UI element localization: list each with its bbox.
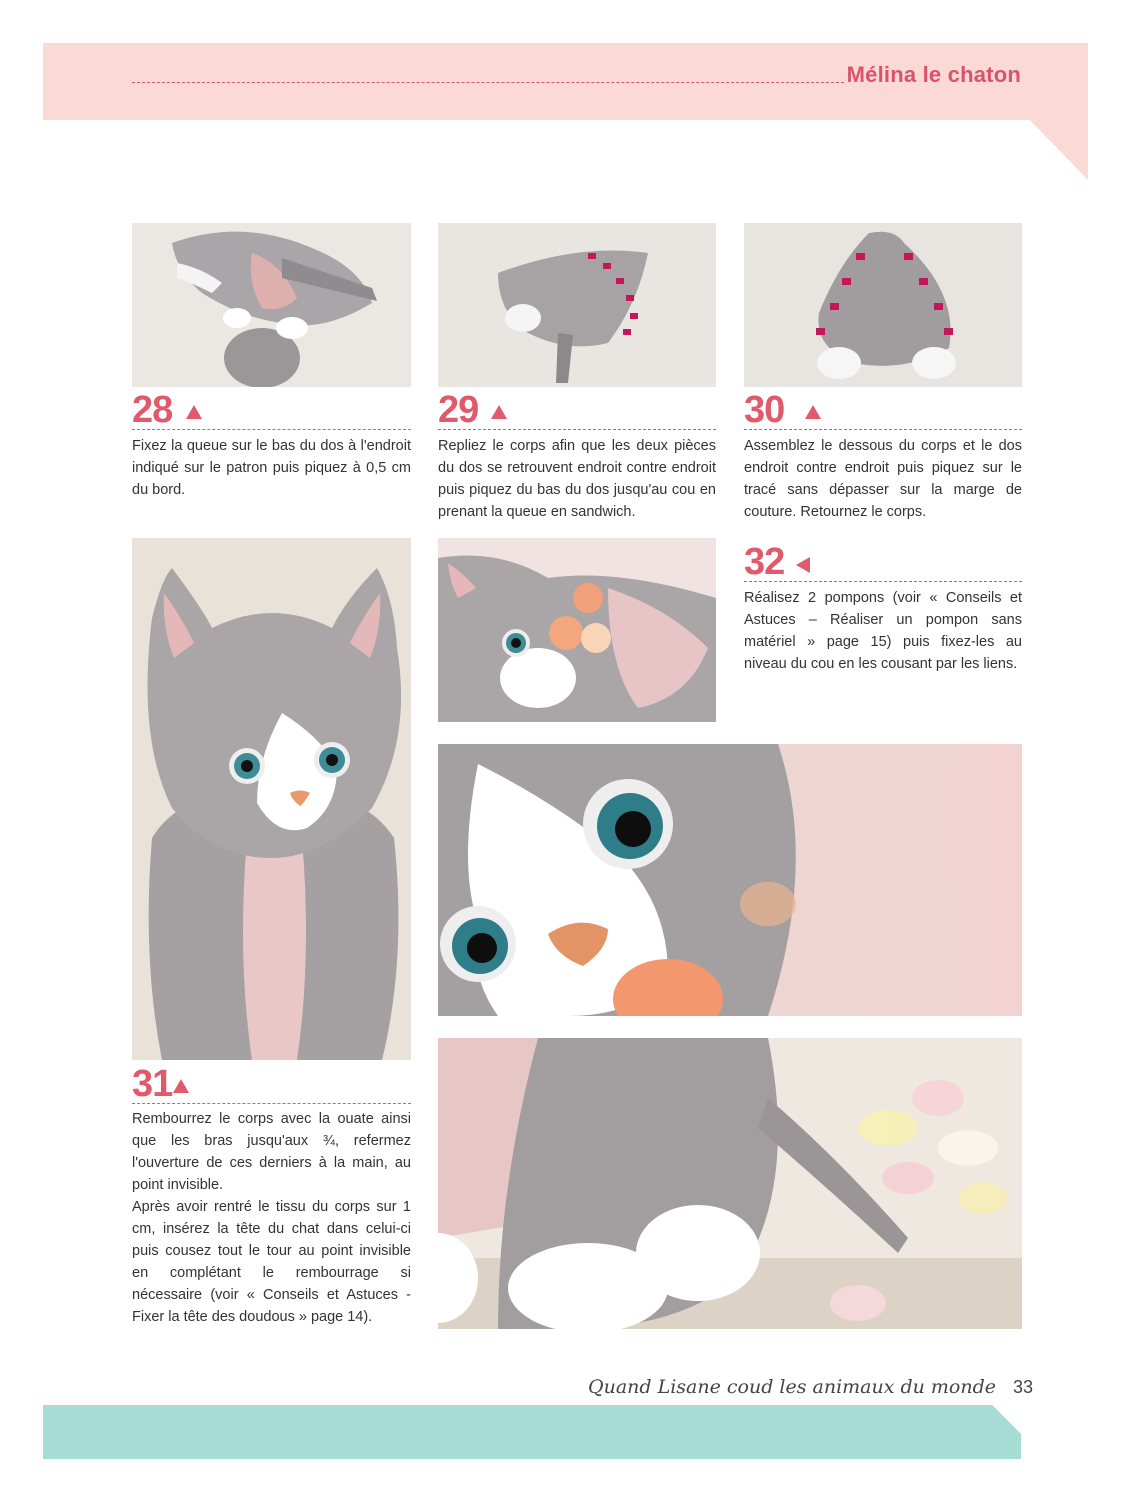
header-corner-fold (1030, 120, 1088, 180)
step-30-number: 30 (744, 389, 785, 431)
step-30-photo (744, 223, 1022, 387)
book-title: Quand Lisane coud les animaux du monde (588, 1376, 997, 1398)
kitten-face-closeup-photo (438, 744, 1022, 1016)
step-31-dashed-rule (132, 1103, 411, 1104)
step-29-number: 29 (438, 389, 479, 431)
step-31-paragraph-1: Rembourrez le corps avec la ouate ainsi que les bras jusqu'aux ¾, refermez l'ouverture de ces derniers à la main, au point invisible. (132, 1111, 411, 1193)
step-32-number: 32 (744, 541, 785, 583)
step-32-left-arrow-icon (796, 557, 810, 573)
step-31-photo (132, 538, 411, 1060)
step-29-photo (438, 223, 716, 387)
step-28-dashed-rule (132, 429, 411, 430)
step-30-dashed-rule (744, 429, 1022, 430)
step-28-number: 28 (132, 389, 173, 431)
footer-corner-fold (992, 1405, 1022, 1435)
header-dashed-rule (132, 82, 844, 83)
page-number: 33 (1013, 1377, 1034, 1397)
step-31-paragraph-2: Après avoir rentré le tissu du corps sur 1 cm, insérez la tête du chat dans celui-ci puis cousez tout le tour au point invisible en complétant le rembourrage si nécessaire (voir « Conseils et Astuces - Fixer la tête des doudous » page 14). (132, 1199, 411, 1325)
step-32-text: Réalisez 2 pompons (voir « Conseils et Astuces – Réaliser un pompon sans matériel » page 15) puis fixez-les au niveau du cou en les cousant par les liens. (744, 590, 1022, 672)
step-32-dashed-rule (744, 581, 1022, 582)
step-31-up-arrow-icon (173, 1079, 189, 1093)
step-32-photo (438, 538, 716, 722)
step-28-text: Fixez la queue sur le bas du dos à l'endroit indiqué sur le patron puis piquez à 0,5 cm du bord. (132, 438, 411, 498)
step-28-photo (132, 223, 411, 387)
step-29-text: Repliez le corps afin que les deux pièces du dos se retrouvent endroit contre endroit puis piquez du bas du dos jusqu'au cou en prenant la queue en sandwich. (438, 438, 716, 520)
step-30-up-arrow-icon (805, 405, 821, 419)
step-28-up-arrow-icon (186, 405, 202, 419)
page-title: Mélina le chaton (846, 62, 1021, 87)
step-30-text: Assemblez le dessous du corps et le dos endroit contre endroit puis piquez sur le tracé sans dépasser sur la marge de couture. Retournez le corps. (744, 438, 1022, 520)
kitten-paws-photo (438, 1038, 1022, 1329)
step-31-number: 31 (132, 1063, 173, 1105)
step-29-dashed-rule (438, 429, 716, 430)
step-31-text (132, 1108, 411, 1328)
step-29-up-arrow-icon (491, 405, 507, 419)
footer-band (43, 1405, 1021, 1459)
